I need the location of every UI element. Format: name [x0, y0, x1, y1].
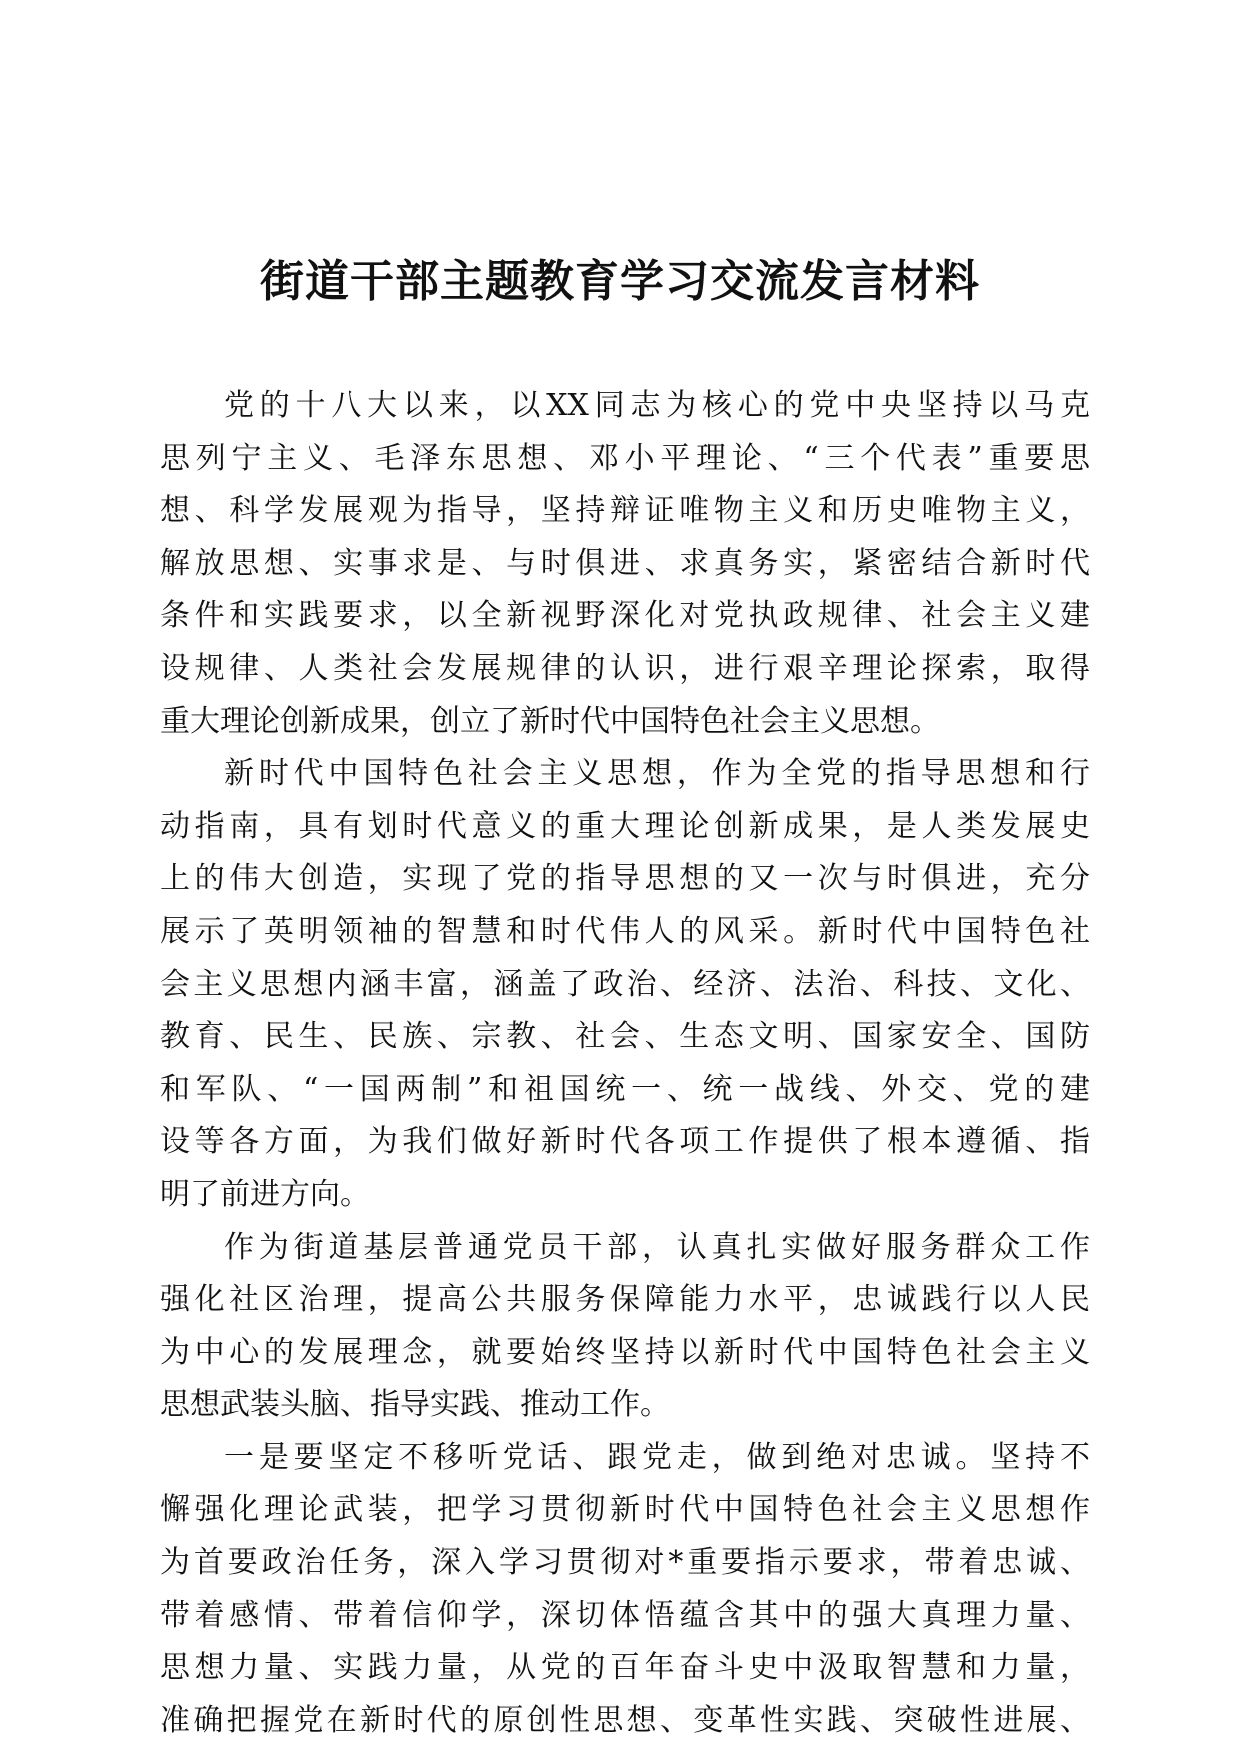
document-title: 街道干部主题教育学习交流发言材料 — [260, 256, 980, 307]
text-line: 上的伟大创造，实现了党的指导思想的又一次与时俱进，充分 — [160, 861, 1090, 897]
text-line: 为首要政治任务，深入学习贯彻对*重要指示要求，带着忠诚、 — [160, 1545, 1090, 1581]
text-line: 重大理论创新成果，创立了新时代中国特色社会主义思想。 — [160, 703, 940, 739]
text-line: 一是要坚定不移听党话、跟党走，做到绝对忠诚。坚持不 — [224, 1439, 1090, 1475]
text-line: 思想力量、实践力量，从党的百年奋斗史中汲取智慧和力量， — [160, 1650, 1090, 1686]
text-line: 想、科学发展观为指导，坚持辩证唯物主义和历史唯物主义， — [160, 493, 1090, 529]
text-line: 设等各方面，为我们做好新时代各项工作提供了根本遵循、指 — [160, 1124, 1090, 1160]
text-line: 党的十八大以来，以XX同志为核心的党中央坚持以马克 — [224, 388, 1090, 423]
text-line: 明了前进方向。 — [160, 1176, 370, 1212]
text-line: 展示了英明领袖的智慧和时代伟人的风采。新时代中国特色社 — [160, 913, 1090, 949]
text-line: 思想武装头脑、指导实践、推动工作。 — [160, 1387, 670, 1423]
text-line: 思列宁主义、毛泽东思想、邓小平理论、“三个代表”重要思 — [160, 440, 1090, 476]
text-line: 强化社区治理，提高公共服务保障能力水平，忠诚践行以人民 — [160, 1282, 1090, 1318]
text-line: 和军队、“一国两制”和祖国统一、统一战线、外交、党的建 — [160, 1071, 1090, 1107]
text-line: 解放思想、实事求是、与时俱进、求真务实，紧密结合新时代 — [160, 545, 1090, 581]
document-body — [160, 380, 1090, 1747]
text-line: 条件和实践要求，以全新视野深化对党执政规律、社会主义建 — [160, 598, 1090, 634]
text-line: 带着感情、带着信仰学，深切体悟蕴含其中的强大真理力量、 — [160, 1597, 1090, 1633]
text-line: 教育、民生、民族、宗教、社会、生态文明、国家安全、国防 — [160, 1019, 1090, 1055]
text-line: 懈强化理论武装，把学习贯彻新时代中国特色社会主义思想作 — [160, 1492, 1090, 1528]
text-line: 动指南，具有划时代意义的重大理论创新成果，是人类发展史 — [160, 808, 1090, 844]
text-line: 为中心的发展理念，就要始终坚持以新时代中国特色社会主义 — [160, 1334, 1090, 1370]
text-line: 会主义思想内涵丰富，涵盖了政治、经济、法治、科技、文化、 — [160, 966, 1090, 1002]
text-line: 设规律、人类社会发展规律的认识，进行艰辛理论探索，取得 — [160, 650, 1090, 686]
text-line: 新时代中国特色社会主义思想，作为全党的指导思想和行 — [224, 756, 1090, 792]
text-line: 准确把握党在新时代的原创性思想、变革性实践、突破性进展、 — [160, 1702, 1090, 1738]
text-line: 作为街道基层普通党员干部，认真扎实做好服务群众工作 — [224, 1229, 1090, 1265]
